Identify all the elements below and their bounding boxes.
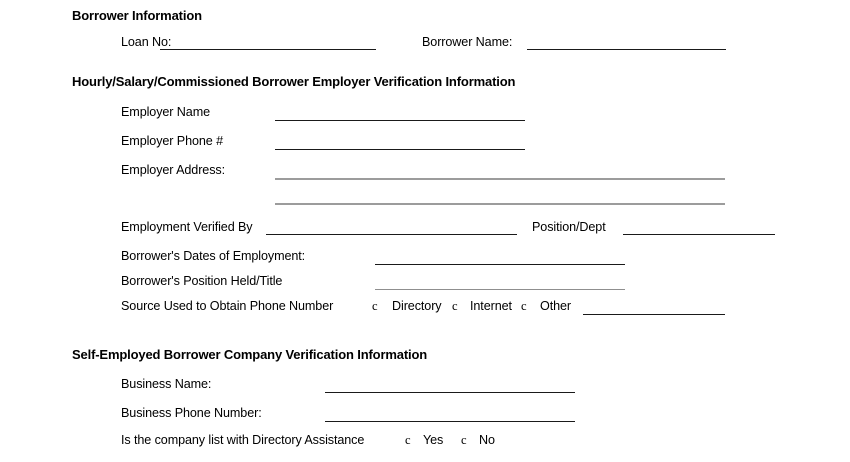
label-directory-assistance: Is the company list with Directory Assistance — [121, 433, 365, 447]
label-employer-phone: Employer Phone # — [121, 134, 224, 148]
section-heading-borrower-information: Borrower Information — [72, 8, 202, 23]
label-dates-of-employment: Borrower's Dates of Employment: — [121, 249, 306, 263]
input-source-other[interactable] — [583, 314, 725, 315]
label-position-dept: Position/Dept — [532, 220, 606, 234]
label-source-internet: Internet — [470, 299, 512, 313]
label-employer-name: Employer Name — [121, 105, 210, 119]
input-business-name[interactable] — [325, 392, 575, 393]
checkbox-directory-assistance-yes[interactable]: c — [405, 433, 411, 447]
input-employer-address-line-2[interactable] — [275, 203, 725, 205]
input-employment-verified-by[interactable] — [266, 234, 517, 235]
checkbox-directory-assistance-no[interactable]: c — [461, 433, 467, 447]
checkbox-source-internet[interactable]: c — [452, 299, 458, 313]
label-loan-no: Loan No: — [121, 35, 172, 49]
label-source-other: Other — [540, 299, 571, 313]
label-borrower-name: Borrower Name: — [422, 35, 513, 49]
input-borrower-name[interactable] — [527, 49, 726, 50]
section-heading-employer-verification: Hourly/Salary/Commissioned Borrower Employer Verification Information — [72, 74, 516, 89]
label-directory-assistance-no: No — [479, 433, 495, 447]
input-employer-address-line-1[interactable] — [275, 178, 725, 180]
label-employer-address: Employer Address: — [121, 163, 225, 177]
input-employer-name[interactable] — [275, 120, 525, 121]
label-source-phone-number: Source Used to Obtain Phone Number — [121, 299, 334, 313]
input-employer-phone[interactable] — [275, 149, 525, 150]
label-business-phone-number: Business Phone Number: — [121, 406, 262, 420]
label-position-held-title: Borrower's Position Held/Title — [121, 274, 283, 288]
checkbox-source-directory[interactable]: c — [372, 299, 378, 313]
label-directory-assistance-yes: Yes — [423, 433, 444, 447]
input-dates-of-employment[interactable] — [375, 264, 625, 265]
input-loan-no[interactable] — [160, 49, 376, 50]
label-business-name: Business Name: — [121, 377, 212, 391]
label-source-directory: Directory — [392, 299, 442, 313]
checkbox-source-other[interactable]: c — [521, 299, 527, 313]
input-position-held-title[interactable] — [375, 289, 625, 290]
input-business-phone-number[interactable] — [325, 421, 575, 422]
label-employment-verified-by: Employment Verified By — [121, 220, 253, 234]
section-heading-self-employed-verification: Self-Employed Borrower Company Verification Information — [72, 347, 428, 362]
input-position-dept[interactable] — [623, 234, 775, 235]
